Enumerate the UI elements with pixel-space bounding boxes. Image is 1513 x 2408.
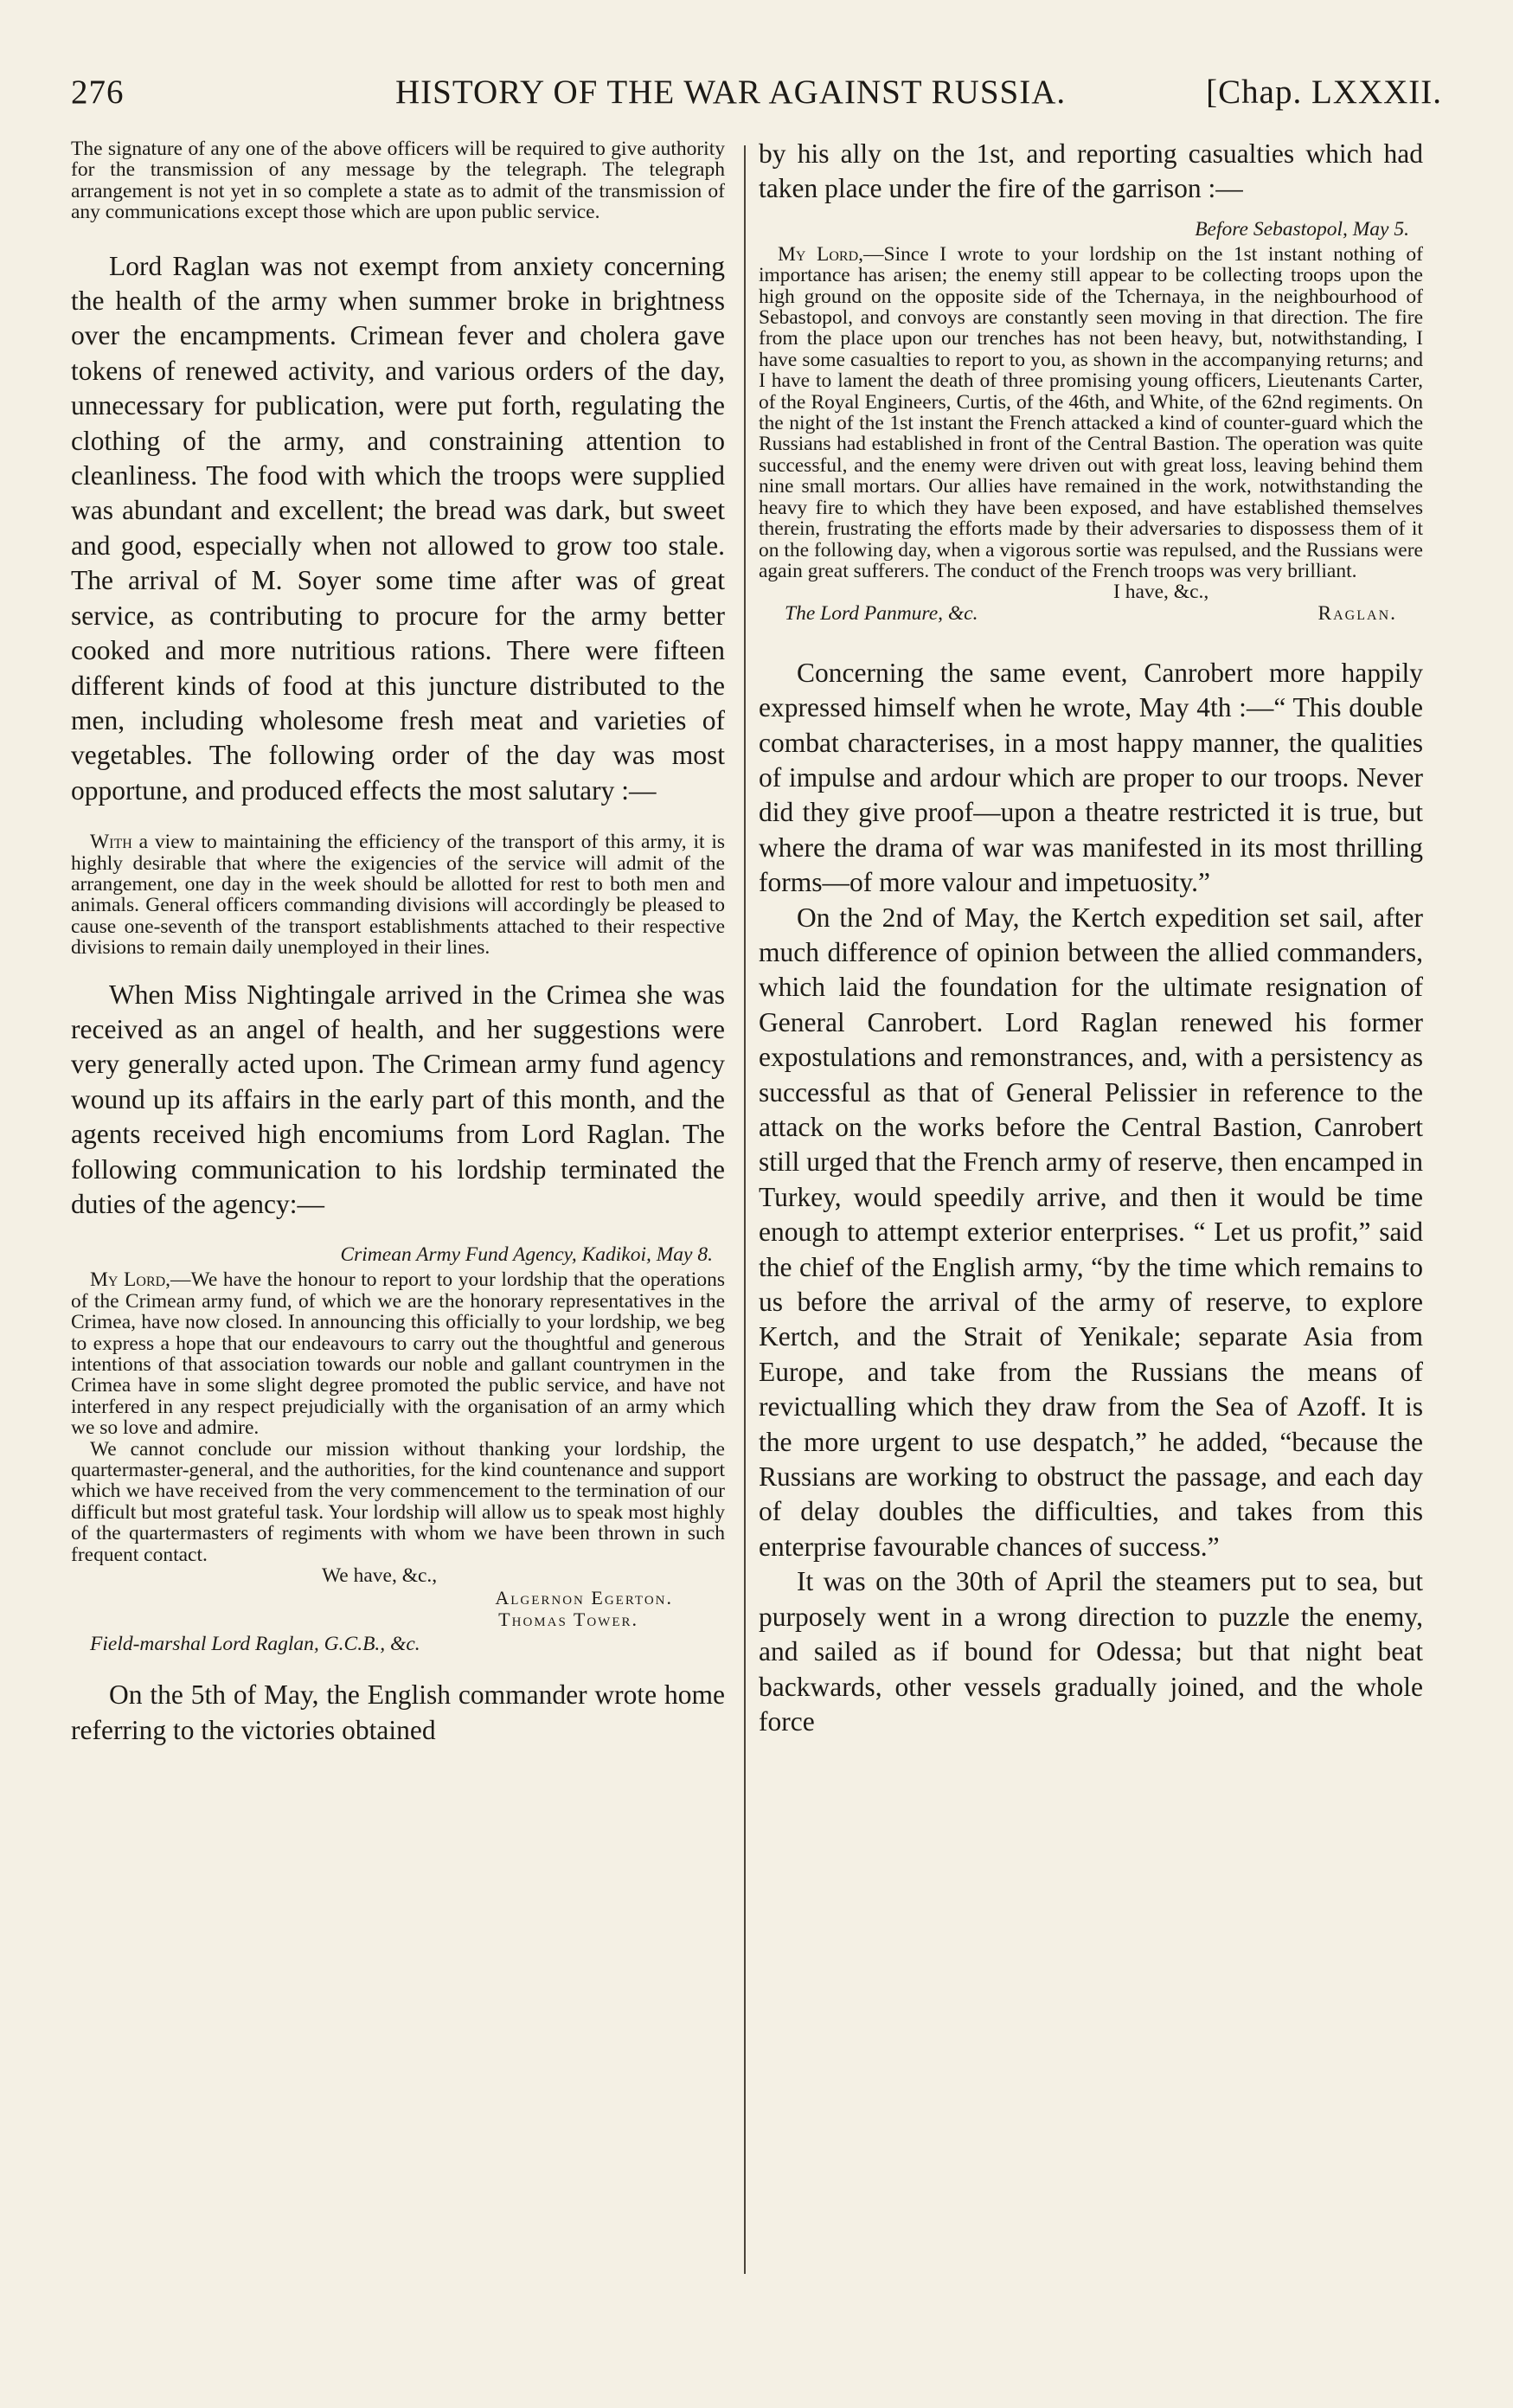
letter-paragraph-1: —We have the honour to report to your lordship that the operations of the Crimean army fund, of which we are the honorary representatives in the Crimea, have now closed. In announcing this officially to your lordship, we beg to express a hope that our endeavours to carry out the thoughtful and generous intentions of that association towards our noble and gallant countrymen in the Crimea have in some slight degree promoted the public service, and have not interfered in any respect prejudicially with the organisation of an army which we so love and admire. xyxy=(71,1268,725,1440)
letter-signature-tower: Thomas Tower. xyxy=(498,1609,638,1631)
paragraph-kertch-expedition: On the 2nd of May, the Kertch expedition set sail, after much difference of opinion between the allied commanders, which laid the foundation for the ultimate resignation of General Canrobert. Lord Raglan renewed his former expostulations and remonstrances, and, with a persistency as successful as that of General Pelissier in reference to the attack on the works before the Central Bastion, Canrobert still urged that the French army of reserve, then encamped in Turkey, would speedily arrive, and then it would be time enough to attempt exterior enterprises. “ Let us profit,” said the chief of the English army, “by the time which remains to us before the arrival of the army of reserve, to explore Kertch, and the Strait of Yenikale; separate Asia from Europe, and take from the Russians the means of revictualling which they draw from the Sea of Azoff. It is the more urgent to use despatch,” he added, “because the Russians are working to obstruct the passage, and each day of delay doubles the difficulties, and takes from this enterprise favourable chances of success.” xyxy=(759,902,1423,1562)
order-lead-word: With xyxy=(90,831,132,854)
telegraph-notice: The signature of any one of the above officers will be required to give authority for the transmission of any message by the telegraph. The telegraph arrangement is not yet in so complete a state as to admit of the transmission of any communications except those which are upon public service. xyxy=(71,138,725,224)
column-divider xyxy=(744,145,746,2274)
despatch-dateline: Before Sebastopol, May 5. xyxy=(1195,217,1409,241)
despatch-text: —Since I wrote to your lordship on the 1st instant nothing of importance has arisen; the enemy still appear to be collecting troops upon the high ground on the opposite side of the Tchernaya, in the neighbourhood of Sebastopol, and convoys are constantly seen moving in that direction. The fire from the place upon our trenches has not been heavy, but, notwithstanding, I have some casualties to report to you, as shown in the accompanying returns; and I have to lament the death of three promising young officers, Lieutenants Carter, of the Royal Engineers, Curtis, of the 46th, and White, of the 62nd regiments. On the night of the 1st instant the French attacked a kind of counter-guard which the Russians had established in front of the Central Bastion. The operation was quite successful, and the enemy were driven out with great loss, leaving behind them nine small mortars. Our allies have remained in the work, notwithstanding the heavy fire to which they have been exposed, and have established themselves therein, frustrating the efforts made by their adversaries to dispossess them of it on the following day, when a vigorous sortie was repulsed, and the Russians were again great sufferers. The conduct of the French troops was very brilliant. xyxy=(759,242,1423,582)
paragraph-raglan-anxiety: Lord Raglan was not exempt from anxiety concerning the health of the army when summer broke in brightness over the encampments. Crimean fever and cholera gave tokens of renewed activity, and various orders of the day, unnecessary for publication, were put forth, regulating the clothing of the army, and constraining attention to cleanliness. The food with which the troops were supplied was abundant and excellent; the bread was dark, but sweet and good, especially when not allowed to grow too stale. The arrival of M. Soyer some time after was of great service, as contributing to procure for the army better cooked and more nutritious rations. There were fifteen different kinds of food at this juncture distributed to the men, including wholesome fresh meat and varieties of vegetables. The following order of the day was most opportune, and produced effects the most salutary :— xyxy=(71,250,725,806)
letter-body-1 xyxy=(71,1269,725,1438)
running-title: HISTORY OF THE WAR AGAINST RUSSIA. xyxy=(395,74,1067,111)
letter-body-2: We cannot conclude our mission without thanking your lordship, the quartermaster-general, and the authorities, for the kind countenance and support which we have received from the very commencement to the termination of our difficult but most grateful task. Your lordship will allow us to speak most highly of the quartermasters of regiments with whom we have been thrown in such frequent contact. xyxy=(71,1437,725,1566)
paragraph-steamers: It was on the 30th of April the steamers put to sea, but purposely went in a wrong direction to puzzle the enemy, and sailed as if bound for Odessa; but that night beat backwards, other vessels gradually joined, and the whole force xyxy=(759,1566,1423,1737)
running-head xyxy=(71,67,1442,119)
letter-closing: We have, &c., xyxy=(322,1564,438,1588)
despatch-salutation: My Lord, xyxy=(778,242,863,266)
despatch-body xyxy=(759,244,1423,582)
paragraph-canrobert: Concerning the same event, Canrobert more happily expressed himself when he wrote, May 4th :—“ This double combat characterises, in a most happy manner, the qualities of impulse and ardour which are proper to our troops. Never did they give proof—upon a theatre restricted it is true, but where the drama of war was manifested in its most thrilling forms—of more valour and impetuosity.” xyxy=(759,657,1423,898)
page-number: 276 xyxy=(71,74,125,111)
paragraph-nightingale: When Miss Nightingale arrived in the Crimea she was received as an angel of health, and her suggestions were very generally acted upon. The Crimean army fund agency wound up its affairs in the early part of this month, and the agents received high encomiums from Lord Raglan. The following communication to his lordship terminated the duties of the agency:— xyxy=(71,979,725,1219)
despatch-footer xyxy=(759,603,1423,625)
letter-addressee: Field-marshal Lord Raglan, G.C.B., &c. xyxy=(90,1633,420,1656)
letter-dateline: Crimean Army Fund Agency, Kadikoi, May 8. xyxy=(340,1243,713,1267)
order-of-the-day xyxy=(71,832,725,958)
right-column xyxy=(759,138,1423,1739)
paragraph-may-fifth: On the 5th of May, the English commander wrote home referring to the victories obtained xyxy=(71,1679,725,1745)
despatch-signature: Raglan. xyxy=(1317,601,1397,625)
chapter-marker: [Chap. LXXXII. xyxy=(1206,74,1442,111)
order-text: a view to maintaining the efficiency of the transport of this army, it is highly desirable that where the exigencies of the service will admit of the arrangement, one day in the week should be allotted for rest to both men and animals. General officers commanding divisions will accordingly be pleased to cause one-seventh of the transport establishments attached to their respective divisions to remain daily unemployed in their lines. xyxy=(71,831,725,960)
letter-signature-egerton: Algernon Egerton. xyxy=(495,1587,673,1609)
despatch-closing: I have, &c., xyxy=(1113,581,1209,604)
despatch-addressee: The Lord Panmure, &c. xyxy=(785,601,978,625)
left-column xyxy=(71,138,725,1748)
paragraph-continued: by his ally on the 1st, and reporting casualties which had taken place under the fire of the garrison :— xyxy=(759,138,1423,204)
letter-salutation: My Lord, xyxy=(90,1268,171,1292)
